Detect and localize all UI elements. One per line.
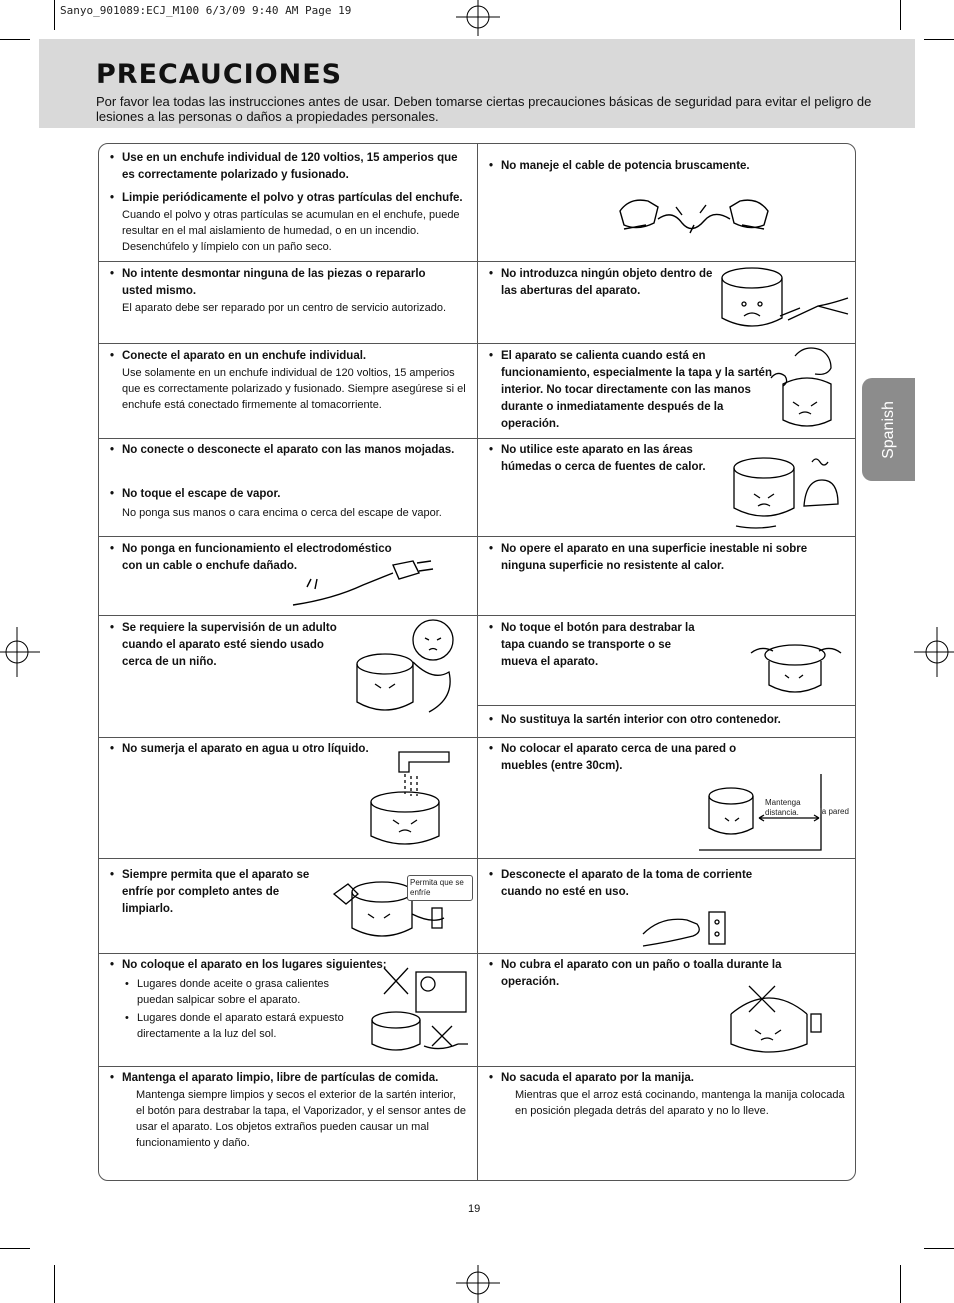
- row-divider: [477, 737, 855, 738]
- registration-mark-icon: [0, 627, 40, 677]
- location-list: [110, 976, 350, 1042]
- precaution-title: • Desconecte el aparato de la toma de corriente cuando no esté en uso.: [489, 867, 789, 901]
- precaution-desc: Use solamente en un enchufe individual de 120 voltios, 15 amperios que es correctamente polarizado y fusionado. Siempre asegúrese si el enchufe está conectado firmemente al tomacorriente.: [122, 367, 466, 411]
- row-divider: [99, 858, 477, 859]
- page-title: PRECAUCIONES: [96, 59, 343, 90]
- precaution-title: • Se requiere la supervisión de un adulto cuando el aparato esté siendo usado cerca de un niño.: [110, 620, 355, 671]
- registration-mark-icon: [914, 627, 954, 677]
- precaution-item: [489, 712, 849, 729]
- row-divider: [477, 536, 855, 537]
- precaution-title: • No toque el escape de vapor.: [110, 486, 472, 503]
- precaution-title: • Use en un enchufe individual de 120 voltios, 15 amperios que es correctamente polarizado y fusionado.: [110, 150, 472, 184]
- registration-mark-icon: [456, 1265, 500, 1303]
- precaution-title: • Conecte el aparato en un enchufe individual.: [110, 348, 472, 365]
- precaution-title: • Siempre permita que el aparato se enfríe por completo antes de limpiarlo.: [110, 867, 315, 918]
- cooker-object-insert-icon: [714, 264, 854, 339]
- row-divider: [99, 536, 477, 537]
- precaution-item: [489, 442, 734, 476]
- precautions-table: [98, 143, 856, 1181]
- language-tab-label: Spanish: [879, 400, 897, 459]
- crop-mark: [0, 39, 30, 40]
- location-item: • Lugares donde el aparato estará expuesto directamente a la luz del sol.: [110, 1010, 350, 1042]
- crop-mark: [54, 1265, 55, 1303]
- precaution-item: [110, 266, 472, 316]
- precaution-item: [110, 486, 472, 521]
- precaution-item: [110, 150, 472, 184]
- header-banner: [39, 39, 915, 128]
- location-item: • Lugares donde aceite o grasa calientes puedan salpicar sobre el aparato.: [110, 976, 350, 1008]
- precaution-title: • No toque el botón para destrabar la tapa cuando se transporte o se mueva el aparato.: [489, 620, 699, 671]
- precaution-title: • El aparato se calienta cuando está en funcionamiento, especialmente la tapa y la sartén interior. No tocar directamente con las manos durante o inmediatamente después de la operación.: [489, 348, 774, 433]
- crop-mark: [924, 39, 954, 40]
- language-tab: [862, 378, 915, 481]
- wall-label: la pared: [820, 807, 849, 816]
- unplug-hand-icon: [639, 904, 729, 949]
- precaution-item: [110, 190, 474, 255]
- precaution-item: [489, 620, 699, 671]
- precaution-title: • No introduzca ningún objeto dentro de las aberturas del aparato.: [489, 266, 714, 300]
- row-divider: [477, 953, 855, 954]
- print-slug: Sanyo_901089:ECJ_M100 6/3/09 9:40 AM Page 19: [60, 4, 352, 17]
- precaution-title: • Limpie periódicamente el polvo y otras partículas del enchufe.: [110, 190, 474, 207]
- precaution-desc: Cuando el polvo y otras partículas se acumulan en el enchufe, puede resultar en el mal aislamiento de humedad, o en un incendio. Desenchúfelo y límpielo con un paño seco.: [122, 209, 460, 253]
- covered-cooker-icon: [719, 980, 824, 1060]
- precaution-desc: Mientras que el arroz está cocinando, mantenga la manija colocada en posición plegada detrás del aparato y no lo lleve.: [515, 1089, 845, 1117]
- crop-mark: [54, 0, 55, 30]
- precaution-item: [110, 867, 315, 918]
- precaution-item: [110, 348, 472, 413]
- precaution-item: [110, 620, 355, 671]
- cool-label: Permita que se enfríe: [407, 875, 473, 901]
- cooker-carrying-icon: [749, 639, 844, 699]
- precaution-title: • No sacuda el aparato por la manija.: [489, 1070, 851, 1087]
- precaution-title: • No opere el aparato en una superficie inestable ni sobre ninguna superficie no resistente al calor.: [489, 541, 809, 575]
- precaution-title: • Mantenga el aparato limpio, libre de partículas de comida.: [110, 1070, 470, 1087]
- hands-pulling-cord-icon: [614, 189, 774, 254]
- precaution-item: [489, 741, 749, 775]
- precaution-desc: El aparato debe ser reparado por un centro de servicio autorizado.: [122, 302, 447, 314]
- registration-mark-icon: [456, 0, 500, 36]
- row-divider: [99, 953, 477, 954]
- precaution-title: • No ponga en funcionamiento el electrodoméstico con un cable o enchufe dañado.: [110, 541, 412, 575]
- precaution-item: [489, 348, 774, 433]
- child-with-cooker-icon: [351, 614, 466, 724]
- sun-and-oil-locations-icon: [354, 964, 469, 1059]
- row-divider: [99, 1066, 477, 1067]
- precaution-desc: No ponga sus manos o cara encima o cerca del escape de vapor.: [122, 507, 442, 519]
- precaution-item: [489, 867, 789, 901]
- row-divider: [477, 261, 855, 262]
- precaution-title: • No colocar el aparato cerca de una pared o muebles (entre 30cm).: [489, 741, 749, 775]
- row-divider: [99, 737, 477, 738]
- row-divider: [99, 438, 477, 439]
- row-divider: [99, 343, 477, 344]
- precaution-item: [489, 158, 849, 175]
- precaution-title: • No cubra el aparato con un paño o toalla durante la operación.: [489, 957, 789, 991]
- precaution-item: [489, 1070, 851, 1119]
- row-divider: [477, 705, 855, 706]
- precaution-title: • No utilice este aparato en las áreas húmedas o cerca de fuentes de calor.: [489, 442, 734, 476]
- precaution-title: • No maneje el cable de potencia bruscamente.: [489, 158, 849, 175]
- column-divider: [477, 144, 478, 1180]
- distance-label: Mantenga distancia.: [765, 798, 801, 817]
- precaution-item: [489, 266, 714, 300]
- precaution-title: • No coloque el aparato en los lugares siguientes:: [110, 957, 400, 974]
- precaution-title: • No sumerja el aparato en agua u otro líquido.: [110, 741, 410, 758]
- cooker-under-faucet-icon: [361, 742, 466, 857]
- row-divider: [477, 858, 855, 859]
- crop-mark: [900, 0, 901, 30]
- cooker-kettle-heat-icon: [724, 454, 839, 534]
- row-divider: [99, 261, 477, 262]
- row-divider: [477, 1066, 855, 1067]
- crop-mark: [0, 1248, 30, 1249]
- precaution-title: • No conecte o desconecte el aparato con las manos mojadas.: [110, 442, 472, 459]
- crop-mark: [924, 1248, 954, 1249]
- crop-mark: [900, 1265, 901, 1303]
- page-subtitle: Por favor lea todas las instrucciones antes de usar. Deben tomarse ciertas precauciones básicas de seguridad para evitar el peligro de lesiones a las personas o daños a propiedades personales.: [96, 94, 872, 124]
- row-divider: [477, 615, 855, 616]
- precaution-desc: Mantenga siempre limpios y secos el exterior de la sartén interior, el botón para destrabar la tapa, el Vaporizador, y el sensor antes de usar el aparato. Los objetos extraños pueden causar un mal funcionamiento y daño.: [136, 1089, 467, 1149]
- precaution-title: • No intente desmontar ninguna de las piezas o repararlo usted mismo.: [110, 266, 452, 300]
- damaged-cord-plug-icon: [289, 559, 434, 609]
- hot-cooker-icon: [767, 344, 847, 439]
- page-number: 19: [468, 1203, 481, 1215]
- precaution-title: • No sustituya la sartén interior con otro contenedor.: [489, 712, 849, 729]
- precaution-item: [489, 541, 809, 575]
- precaution-item: [110, 1070, 470, 1151]
- precaution-item: [110, 442, 472, 459]
